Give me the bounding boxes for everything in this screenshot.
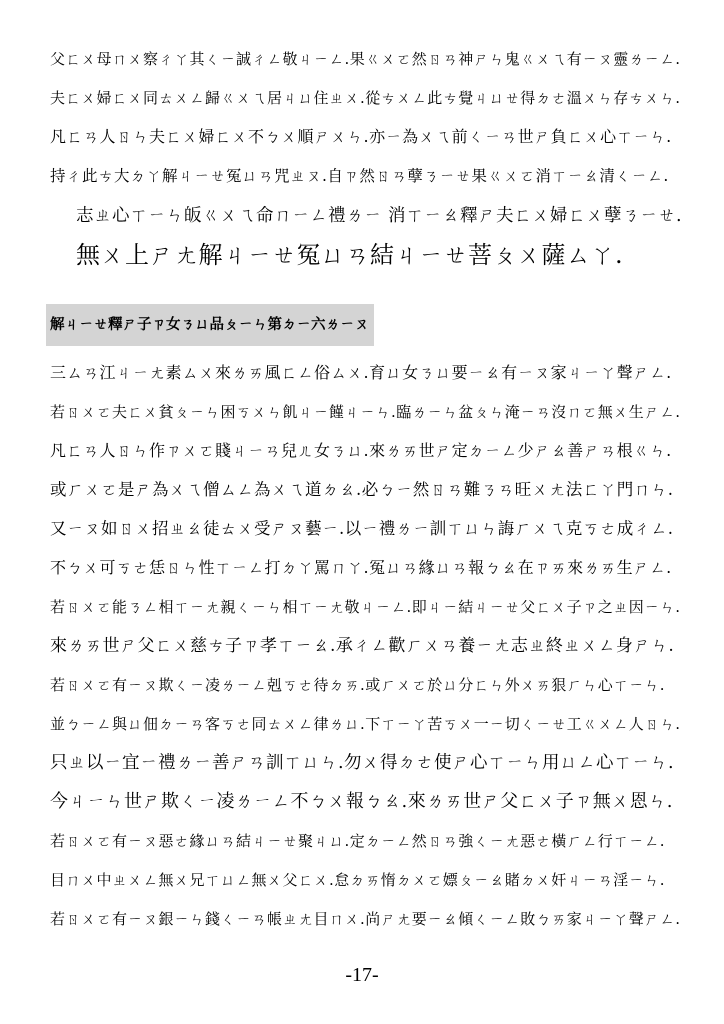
text-line: 目ㄇㄨ中ㄓㄨㄥ無ㄨ兄ㄒㄩㄥ無ㄨ父ㄈㄨ.怠ㄉㄞ惰ㄉㄨㄛ嫖ㄆㄧㄠ賭ㄉㄨ奸ㄐㄧㄢ淫ㄧㄣ. bbox=[50, 871, 666, 889]
text-line: 夫ㄈㄨ婦ㄈㄨ同ㄊㄨㄥ歸ㄍㄨㄟ居ㄐㄩ住ㄓㄨ.從ㄘㄨㄥ此ㄘ覺ㄐㄩㄝ得ㄉㄜ溫ㄨㄣ存ㄘㄨㄣ. bbox=[50, 89, 681, 107]
text-line: 持ㄔ此ㄘ大ㄉㄚ解ㄐㄧㄝ冤ㄩㄢ咒ㄓㄡ.自ㄗ然ㄖㄢ孽ㄋㄧㄝ果ㄍㄨㄛ消ㄒㄧㄠ清ㄑㄧㄥ. bbox=[50, 167, 669, 185]
indented-line: 志ㄓ心ㄒㄧㄣ皈ㄍㄨㄟ命ㄇㄧㄥ禮ㄌㄧ 消ㄒㄧㄠ釋ㄕ夫ㄈㄨ婦ㄈㄨ孽ㄋㄧㄝ. bbox=[76, 206, 683, 226]
text-line: 父ㄈㄨ母ㄇㄨ察ㄔㄚ其ㄑㄧ誠ㄔㄥ敬ㄐㄧㄥ.果ㄍㄨㄛ然ㄖㄢ神ㄕㄣ鬼ㄍㄨㄟ有ㄧㄡ靈ㄌㄧㄥ. bbox=[50, 50, 681, 68]
text-line: 又ㄧㄡ如ㄖㄨ招ㄓㄠ徒ㄊㄨ受ㄕㄡ藝ㄧ.以ㄧ禮ㄌㄧ訓ㄒㄩㄣ誨ㄏㄨㄟ克ㄎㄜ成ㄔㄥ. bbox=[50, 519, 674, 538]
text-line: 或ㄏㄨㄛ是ㄕ為ㄨㄟ僧ㄙㄥ為ㄨㄟ道ㄉㄠ.必ㄅㄧ然ㄖㄢ難ㄋㄢ旺ㄨㄤ法ㄈㄚ門ㄇㄣ. bbox=[50, 480, 674, 499]
section-heading-box bbox=[46, 304, 374, 346]
text-line: 來ㄌㄞ世ㄕ父ㄈㄨ慈ㄘ子ㄗ孝ㄒㄧㄠ.承ㄔㄥ歡ㄏㄨㄢ養ㄧㄤ志ㄓ終ㄓㄨㄥ身ㄕㄣ. bbox=[50, 636, 675, 656]
text-line: 凡ㄈㄢ人ㄖㄣ夫ㄈㄨ婦ㄈㄨ不ㄅㄨ順ㄕㄨㄣ.亦ㄧ為ㄨㄟ前ㄑㄧㄢ世ㄕ負ㄈㄨ心ㄒㄧㄣ. bbox=[50, 127, 672, 146]
text-line: 只ㄓ以ㄧ宜ㄧ禮ㄌㄧ善ㄕㄢ訓ㄒㄩㄣ.勿ㄨ得ㄉㄜ使ㄕ心ㄒㄧㄣ用ㄩㄥ心ㄒㄧㄣ. bbox=[50, 753, 675, 773]
text-line: 凡ㄈㄢ人ㄖㄣ作ㄗㄨㄛ賤ㄐㄧㄢ兒ㄦ女ㄋㄩ.來ㄌㄞ世ㄕ定ㄉㄧㄥ少ㄕㄠ善ㄕㄢ根ㄍㄣ. bbox=[50, 441, 672, 460]
text-line: 若ㄖㄨㄛ有ㄧㄡ欺ㄑㄧ凌ㄌㄧㄥ剋ㄎㄜ待ㄉㄞ.或ㄏㄨㄛ於ㄩ分ㄈㄣ外ㄨㄞ狠ㄏㄣ心ㄒㄧㄣ. bbox=[50, 676, 666, 694]
indented-line: 無ㄨ上ㄕㄤ解ㄐㄧㄝ冤ㄩㄢ結ㄐㄧㄝ菩ㄆㄨ薩ㄙㄚ. bbox=[76, 241, 624, 269]
text-line: 若ㄖㄨㄛ有ㄧㄡ銀ㄧㄣ錢ㄑㄧㄢ帳ㄓㄤ目ㄇㄨ.尚ㄕㄤ要ㄧㄠ傾ㄑㄧㄥ敗ㄅㄞ家ㄐㄧㄚ聲ㄕㄥ. bbox=[50, 910, 681, 928]
text-line: 今ㄐㄧㄣ世ㄕ欺ㄑㄧ凌ㄌㄧㄥ不ㄅㄨ報ㄅㄠ.來ㄌㄞ世ㄕ父ㄈㄨ子ㄗ無ㄨ恩ㄣ. bbox=[50, 791, 673, 812]
text-line: 並ㄅㄧㄥ與ㄩ佃ㄉㄧㄢ客ㄎㄜ同ㄊㄨㄥ律ㄌㄩ.下ㄒㄧㄚ苦ㄎㄨ一ㄧ切ㄑㄧㄝ工ㄍㄨㄥ人ㄖㄣ. bbox=[50, 715, 681, 733]
text-line: 若ㄖㄨㄛ能ㄋㄥ相ㄒㄧㄤ親ㄑㄧㄣ相ㄒㄧㄤ敬ㄐㄧㄥ.即ㄐㄧ結ㄐㄧㄝ父ㄈㄨ子ㄗ之ㄓ因ㄧㄣ. bbox=[50, 598, 681, 616]
text-line: 若ㄖㄨㄛ有ㄧㄡ惡ㄜ緣ㄩㄢ結ㄐㄧㄝ聚ㄐㄩ.定ㄉㄧㄥ然ㄖㄢ強ㄑㄧㄤ惡ㄜ橫ㄏㄥ行ㄒㄧㄥ. bbox=[50, 832, 666, 850]
section-heading: 解ㄐㄧㄝ釋ㄕ子ㄗ女ㄋㄩ品ㄆㄧㄣ第ㄉㄧ六ㄌㄧㄡ bbox=[50, 316, 369, 333]
text-line: 若ㄖㄨㄛ夫ㄈㄨ貧ㄆㄧㄣ困ㄎㄨㄣ飢ㄐㄧ饉ㄐㄧㄣ.臨ㄌㄧㄣ盆ㄆㄣ淹ㄧㄢ沒ㄇㄛ無ㄨ生ㄕㄥ. bbox=[50, 403, 681, 421]
text-line: 三ㄙㄢ江ㄐㄧㄤ素ㄙㄨ來ㄌㄞ風ㄈㄥ俗ㄙㄨ.育ㄩ女ㄋㄩ要ㄧㄠ有ㄧㄡ家ㄐㄧㄚ聲ㄕㄥ. bbox=[50, 363, 672, 382]
page-number: -17- bbox=[345, 964, 379, 986]
text-line: 不ㄅㄨ可ㄎㄜ恁ㄖㄣ性ㄒㄧㄥ打ㄉㄚ罵ㄇㄚ.冤ㄩㄢ緣ㄩㄢ報ㄅㄠ在ㄗㄞ來ㄌㄞ生ㄕㄥ. bbox=[50, 558, 672, 577]
